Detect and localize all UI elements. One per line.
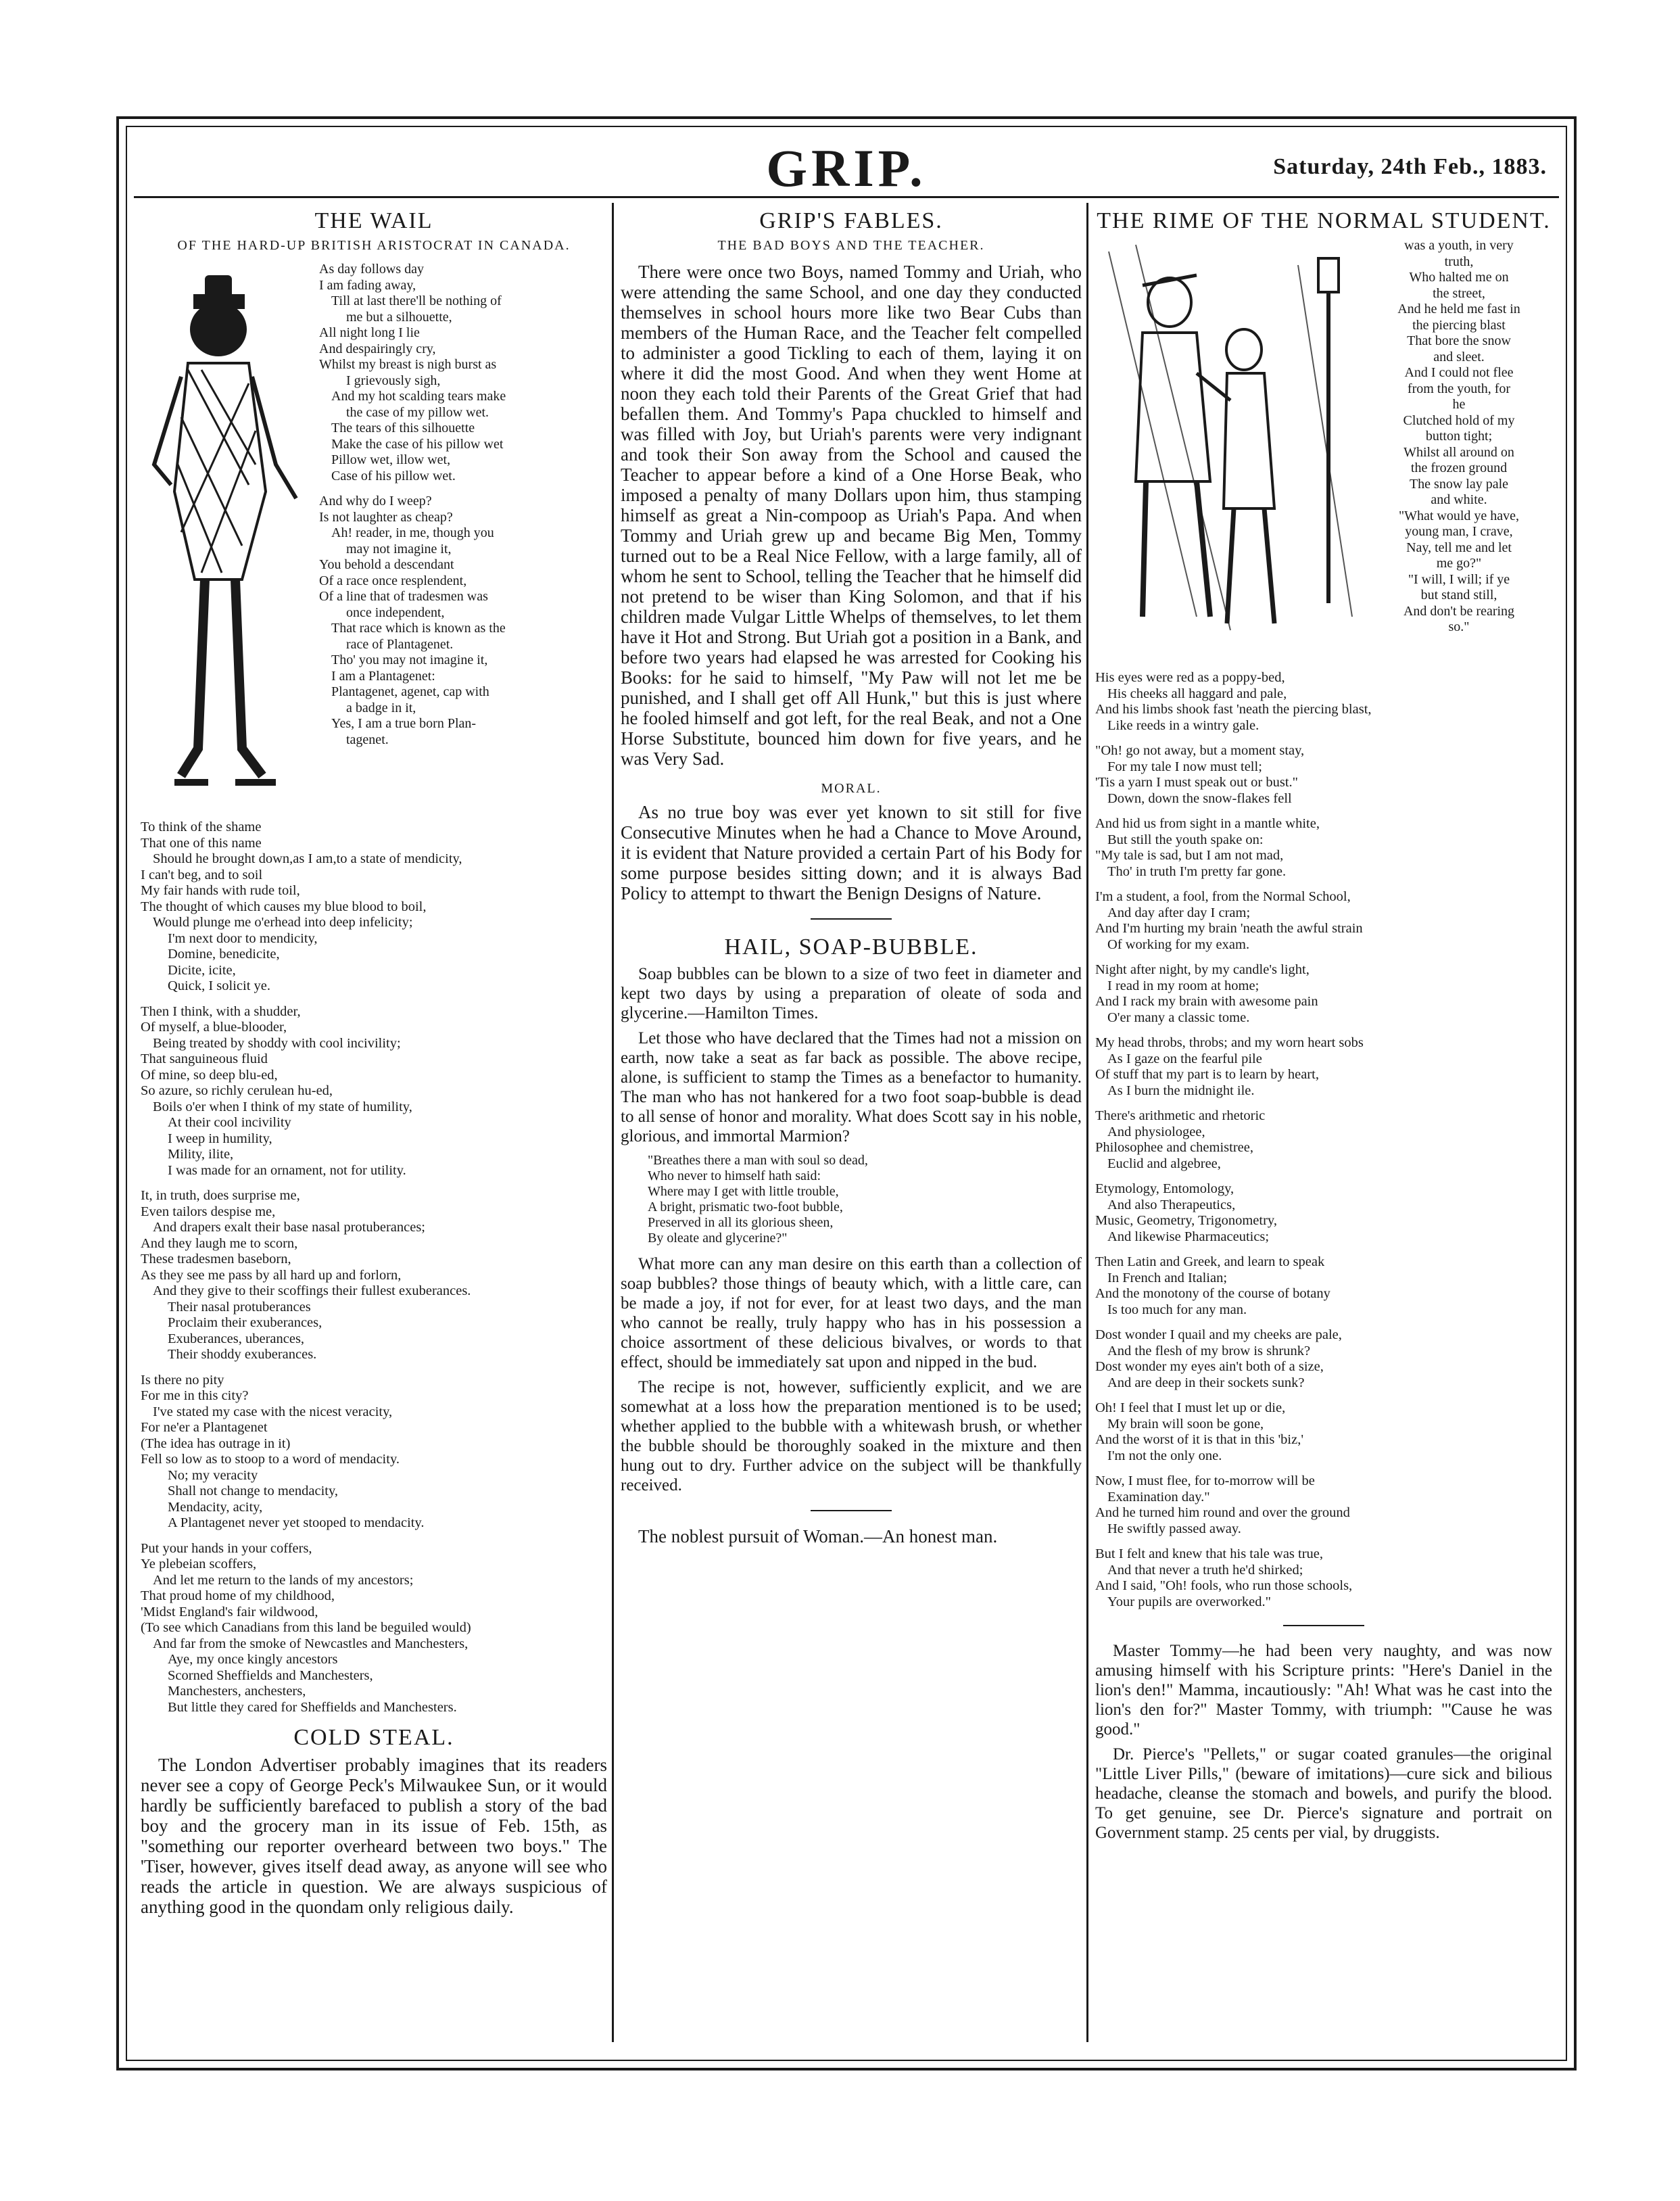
section-divider xyxy=(811,918,892,920)
verse-line: No; my veracity xyxy=(168,1467,258,1483)
quote-line: A bright, prismatic two-foot bubble, xyxy=(648,1200,843,1214)
wail-title: THE WAIL xyxy=(314,208,433,233)
verse-line: All night long I lie xyxy=(319,325,420,340)
verse-line: 'Tis a yarn I must speak out or bust." xyxy=(1095,775,1299,790)
verse-line: the frozen ground xyxy=(1410,460,1508,475)
column-2 xyxy=(621,203,1082,2029)
masthead-date: Saturday, 24th Feb., 1883. xyxy=(1273,154,1547,179)
quote-line: Who never to himself hath said: xyxy=(648,1168,821,1183)
verse-line: Exuberances, uberances, xyxy=(168,1331,305,1346)
verse-line: Should he brought down,as I am,to a state of mendicity, xyxy=(153,851,462,866)
verse-line: I've stated my case with the nicest veracity, xyxy=(153,1404,393,1419)
verse-line: I'm next door to mendicity, xyxy=(168,930,318,946)
verse-line: These tradesmen baseborn, xyxy=(141,1252,291,1267)
verse-line: To think of the shame xyxy=(141,820,262,834)
wail-figure-block xyxy=(141,262,607,820)
verse-line: Till at last there'll be nothing of xyxy=(331,293,502,308)
verse-line: In French and Italian; xyxy=(1107,1270,1228,1285)
verse-line: And physiologee, xyxy=(1107,1124,1205,1139)
verse-line: As they see me pass by all hard up and forlorn, xyxy=(141,1267,402,1283)
wail-stanza-3 xyxy=(141,820,607,995)
soap-title: HAIL, SOAP-BUBBLE. xyxy=(724,934,978,960)
verse-line: (To see which Canadians from this land be beguiled would) xyxy=(141,1620,471,1635)
verse-line: That bore the snow xyxy=(1407,333,1511,348)
wail-stanza-7 xyxy=(141,1541,607,1716)
verse-line: me but a silhouette, xyxy=(346,309,452,325)
verse-line: And that never a truth he'd shirked; xyxy=(1107,1562,1303,1578)
verse-line: And they laugh me to scorn, xyxy=(141,1235,298,1251)
verse-line: Nay, tell me and let xyxy=(1406,540,1512,555)
verse-line: I am a Plantagenet: xyxy=(331,668,435,684)
verse-line: Yes, I am a true born Plan- xyxy=(331,716,477,731)
verse-line: Make the case of his pillow wet xyxy=(331,436,504,452)
verse-line: Whilst all around on xyxy=(1403,444,1514,460)
rime-figure-block xyxy=(1095,238,1552,661)
verse-line: I read in my room at home; xyxy=(1107,978,1259,993)
verse-line: Scorned Sheffields and Manchesters, xyxy=(168,1667,373,1683)
verse-line: And despairingly cry, xyxy=(319,341,436,356)
verse-line: And far from the smoke of Newcastles and Manchesters, xyxy=(153,1636,469,1651)
verse-line: Domine, benedicite, xyxy=(168,947,280,962)
rime-title: THE RIME OF THE NORMAL STUDENT. xyxy=(1097,208,1551,233)
column-rule xyxy=(1086,203,1088,2042)
quote-line: By oleate and glycerine?" xyxy=(648,1231,788,1246)
verse-line: And day after day I cram; xyxy=(1107,905,1251,920)
verse-line: O'er many a classic tome. xyxy=(1107,1010,1250,1025)
verse-line: may not imagine it, xyxy=(346,541,452,557)
verse-line: he xyxy=(1452,397,1466,412)
verse-line: Of mine, so deep blu-ed, xyxy=(141,1067,278,1083)
verse-line: Their shoddy exuberances. xyxy=(168,1347,317,1362)
verse-line: Of stuff that my part is to learn by heart, xyxy=(1095,1067,1319,1082)
wail-stanza-5 xyxy=(141,1188,607,1363)
marmion-quote xyxy=(648,1153,1082,1246)
verse-line: young man, I crave, xyxy=(1405,524,1513,539)
verse-line: Euclid and algebree, xyxy=(1107,1156,1221,1171)
verse-line: Etymology, Entomology, xyxy=(1095,1181,1234,1196)
section-divider xyxy=(811,1510,892,1511)
verse-line: Dost wonder my eyes ain't both of a size, xyxy=(1095,1359,1324,1374)
tommy-anecdote: Master Tommy—he had been very naughty, and was now amusing himself with his Scripture prints: "Here's Daniel in the lion's den!" Mamma, incautiously: "Ah! What was he cast into the lion's den for?" Master Tommy, with triumph: "'Cause he was good." xyxy=(1095,1642,1552,1738)
verse-line: Is there no pity xyxy=(141,1372,224,1388)
verse-line: And I said, "Oh! fools, who run those schools, xyxy=(1095,1578,1353,1593)
verse-line: The tears of this silhouette xyxy=(331,421,475,435)
rime-stanza xyxy=(1095,962,1552,1026)
verse-line: I'm not the only one. xyxy=(1107,1448,1222,1463)
verse-line: And the monotony of the course of botany xyxy=(1095,1286,1330,1301)
verse-line: tagenet. xyxy=(346,732,389,747)
quote-line: Where may I get with little trouble, xyxy=(648,1184,839,1199)
verse-line: Even tailors despise me, xyxy=(141,1204,276,1219)
verse-line: Night after night, by my candle's light, xyxy=(1095,962,1310,977)
woman-quip: The noblest pursuit of Woman.—An honest man. xyxy=(638,1526,998,1546)
verse-line: Tho' you may not imagine it, xyxy=(331,653,488,667)
verse-line: And he held me fast in xyxy=(1397,302,1520,316)
verse-line: Of myself, a blue-blooder, xyxy=(141,1020,287,1035)
rime-stanza xyxy=(1095,670,1552,734)
verse-line: Ye plebeian scoffers, xyxy=(141,1557,257,1571)
verse-line: a badge in it, xyxy=(346,700,416,715)
verse-line: My brain will soon be gone, xyxy=(1107,1416,1264,1431)
verse-line: button tight; xyxy=(1425,429,1493,444)
rime-stanza xyxy=(1095,889,1552,953)
verse-line: Boils o'er when I think of my state of humility, xyxy=(153,1099,412,1114)
verse-line: But little they cared for Sheffields and Manchesters. xyxy=(168,1699,457,1715)
verse-line: Oh! I feel that I must let up or die, xyxy=(1095,1400,1286,1415)
aristocrat-silhouette-icon xyxy=(141,262,310,816)
rime-stanza xyxy=(1095,1108,1552,1172)
moral-label: MORAL. xyxy=(821,781,882,796)
rime-stanza xyxy=(1095,816,1552,880)
verse-line: You behold a descendant xyxy=(319,557,454,572)
verse-line: That one of this name xyxy=(141,835,262,851)
verse-line: Tho' in truth I'm pretty far gone. xyxy=(1107,863,1287,879)
masthead-title: GRIP. xyxy=(766,139,927,197)
fables-subtitle: THE BAD BOYS AND THE TEACHER. xyxy=(717,238,985,253)
verse-line: the piercing blast xyxy=(1412,317,1506,333)
rime-opening-stanzas xyxy=(1366,238,1552,661)
verse-line: And his limbs shook fast 'neath the piercing blast, xyxy=(1095,702,1372,717)
verse-line: I am fading away, xyxy=(319,277,416,293)
verse-line: Pillow wet, illow wet, xyxy=(331,452,451,467)
verse-line: was a youth, in very xyxy=(1404,238,1514,253)
verse-line: Like reeds in a wintry gale. xyxy=(1107,717,1259,733)
verse-line: And I rack my brain with awesome pain xyxy=(1095,994,1318,1009)
verse-line: It, in truth, does surprise me, xyxy=(141,1188,300,1203)
verse-line: Being treated by shoddy with cool incivility; xyxy=(153,1035,401,1051)
verse-line: And the flesh of my brow is shrunk? xyxy=(1107,1343,1311,1358)
column-rule xyxy=(612,203,614,2042)
normal-student-illustration xyxy=(1095,238,1366,661)
cold-steal-body: The London Advertiser probably imagines that its readers never see a copy of George Peck's Milwaukee Sun, or it would hardly be sufficiently barefaced to publish a story of the bad boy and the grocery man in its issue of Feb. 15th, as "something our reporter overheard between two boys." The 'Tiser, however, gives itself dead away, as anyone will see who reads the article in question. We are always suspicious of anything good in the quondam only religious daily. xyxy=(141,1755,607,1917)
cold-steal-title: COLD STEAL. xyxy=(293,1725,454,1750)
wail-stanza-2 xyxy=(319,494,607,748)
verse-line: And the worst of it is that in this 'biz,' xyxy=(1095,1432,1304,1447)
quote-line: "Breathes there a man with soul so dead, xyxy=(648,1153,868,1168)
column-1 xyxy=(141,203,607,2029)
verse-line: At their cool incivility xyxy=(168,1115,291,1130)
rime-stanza xyxy=(1095,743,1552,807)
verse-line: The snow lay pale xyxy=(1409,476,1509,492)
verse-line: For my tale I now must tell; xyxy=(1107,759,1262,774)
verse-line: And my hot scalding tears make xyxy=(331,389,506,404)
verse-line: "Oh! go not away, but a moment stay, xyxy=(1095,743,1305,758)
quote-line: Preserved in all its glorious sheen, xyxy=(648,1215,834,1230)
column-3 xyxy=(1095,203,1552,2029)
verse-line: Fell so low as to stoop to a word of mendacity. xyxy=(141,1452,400,1467)
soap-para-3: The recipe is not, however, sufficiently explicit, and we are somewhat at a loss how the preparation mentioned is to be used; whether applied to the bubble with a whitewash brush, or whether the bubble should be thoroughly soaked in the mixture and then hung out to dry. Further advice on the subject will be thankfully received. xyxy=(621,1378,1082,1494)
rime-stanza xyxy=(1095,1254,1552,1318)
verse-line: As day follows day xyxy=(319,262,424,277)
verse-line: As I gaze on the fearful pile xyxy=(1107,1051,1262,1066)
verse-line: once independent, xyxy=(346,605,445,620)
verse-line: the case of my pillow wet. xyxy=(346,404,489,420)
pierce-advertisement: Dr. Pierce's "Pellets," or sugar coated granules—the original "Little Liver Pills," (beware of imitations)—cure sick and bilious headache, cleanse the stomach and bowels, and purify the blood. To get genuine, see Dr. Pierce's signature and portrait on Government stamp. 25 cents per vial, by druggists. xyxy=(1095,1745,1552,1842)
verse-line: And also Therapeutics, xyxy=(1107,1197,1236,1212)
verse-line: Would plunge me o'erhead into deep infelicity; xyxy=(153,915,413,930)
verse-line: But still the youth spake on: xyxy=(1107,832,1264,847)
verse-line: A Plantagenet never yet stooped to mendacity. xyxy=(168,1515,425,1530)
verse-line: Of a line that of tradesmen was xyxy=(319,589,488,604)
verse-line: from the youth, for xyxy=(1407,381,1511,396)
section-divider xyxy=(1283,1625,1364,1626)
verse-line: I grievously sigh, xyxy=(346,373,441,388)
verse-line: I'm a student, a fool, from the Normal School, xyxy=(1095,889,1351,904)
verse-line: Who halted me on xyxy=(1409,270,1509,285)
soap-para-2: What more can any man desire on this earth than a collection of soap bubbles? those things of beauty which, with a little care, can be made a joy, if not for ever, for at least two days, and the man who cannot be really, truly happy who has in his possession a choice assortment of these delicious bivalves, or words to that effect, should be immediately sat upon and nipped in the bud. xyxy=(621,1255,1082,1371)
verse-line: Dost wonder I quail and my cheeks are pale, xyxy=(1095,1327,1342,1342)
verse-line: There's arithmetic and rhetoric xyxy=(1095,1108,1266,1123)
rime-stanza xyxy=(1095,1327,1552,1391)
verse-line: the street, xyxy=(1433,285,1485,301)
verse-line: Examination day." xyxy=(1107,1489,1210,1505)
verse-line: Mility, ilite, xyxy=(168,1147,234,1162)
verse-line: My fair hands with rude toil, xyxy=(141,883,300,898)
rime-stanza xyxy=(1095,1473,1552,1537)
verse-line: And they give to their scoffings their fullest exuberances. xyxy=(153,1283,471,1298)
verse-line: Clutched hold of my xyxy=(1403,412,1515,428)
verse-line: He swiftly passed away. xyxy=(1107,1521,1241,1536)
verse-line: Plantagenet, agenet, cap with xyxy=(331,684,489,699)
verse-line: My head throbs, throbs; and my worn heart sobs xyxy=(1095,1035,1364,1050)
verse-line: And why do I weep? xyxy=(319,494,432,508)
verse-line: (The idea has outrage in it) xyxy=(141,1436,291,1451)
verse-line: I was made for an ornament, not for utility. xyxy=(168,1162,406,1178)
verse-line: That race which is known as the xyxy=(331,621,506,636)
verse-line: That proud home of my childhood, xyxy=(141,1588,335,1603)
verse-line: Then I think, with a shudder, xyxy=(141,1003,301,1019)
verse-line: Their nasal protuberances xyxy=(168,1299,311,1315)
verse-line: Case of his pillow wet. xyxy=(331,468,456,483)
street-scene-icon xyxy=(1095,238,1366,657)
verse-line: His cheeks all haggard and pale, xyxy=(1107,686,1287,701)
verse-line: And I could not flee xyxy=(1404,365,1514,380)
verse-line: Manchesters, anchesters, xyxy=(168,1684,306,1699)
verse-line: Whilst my breast is nigh burst as xyxy=(319,357,497,372)
wail-stanza-1 xyxy=(319,262,607,484)
verse-line: Is not laughter as cheap? xyxy=(319,509,453,525)
verse-line: That sanguineous fluid xyxy=(141,1051,268,1066)
verse-line: As I burn the midnight ile. xyxy=(1107,1083,1255,1098)
verse-line: Your pupils are overworked." xyxy=(1107,1594,1271,1609)
verse-line: Then Latin and Greek, and learn to speak xyxy=(1095,1254,1325,1269)
verse-line: Music, Geometry, Trigonometry, xyxy=(1095,1213,1277,1228)
wail-stanza-6 xyxy=(141,1373,607,1532)
verse-line: 'Midst England's fair wildwood, xyxy=(141,1604,318,1619)
verse-line: And don't be rearing xyxy=(1403,603,1515,619)
verse-line: Of working for my exam. xyxy=(1107,937,1250,952)
moral-body: As no true boy was ever yet known to sit still for five Consecutive Minutes when he had a Chance to Move Around, it is evident that Nature provided a certain Part of his Body for some purpose besides sitting down; and it is always Bad Policy to attempt to thwart the Benign Designs of Nature. xyxy=(621,802,1082,903)
fables-title: GRIP'S FABLES. xyxy=(759,208,943,233)
verse-line: Shall not change to mendacity, xyxy=(168,1484,339,1498)
rime-stanza xyxy=(1095,1546,1552,1610)
verse-line: And I'm hurting my brain 'neath the awful strain xyxy=(1095,921,1363,936)
fables-body: There were once two Boys, named Tommy and Uriah, who were attending the same School, and one day they conducted themselves in school hours more like two Bear Cubs than members of the Human Race, and the Teacher felt compelled to administer a good Tickling to each of them, laying it on where it did the most Good. And when they went Home at noon they each told their Parents of the Great Grief that had befallen them. And Tommy's Papa chuckled to himself and was filled with Joy, but Uriah's parents were very indignant and took their Son away from the School and caused the Teacher to appear before a kind of a One Horse Beak, who imposed a penalty of many Dollars upon him, thus stamping himself as great a Nin-compoop as Uriah's Papa. And when Tommy and Uriah grew up and became Big Men, Tommy turned out to be a Real Nice Fellow, with a large family, all of whom he sent to School, telling the Teacher that he himself did not pretend to be wiser than King Solomon, and that if his children made Vulgar Little Whelps of themselves, to let them have it Hot and Strong. But Uriah got a position in a Bank, and before two years had elapsed he was arrested for Cooking his Books: for he said to himself, "My Paw will not let me be punished, and I shall get off All Hunk," but this is just where he fooled himself and got left, for the real Beak, and not a One Horse Substitute, bounced him down for five years, and he was Very Sad. xyxy=(621,262,1082,769)
rime-stanza xyxy=(1095,1400,1552,1464)
rime-stanza xyxy=(1095,1181,1552,1245)
soap-para-1: Let those who have declared that the Times had not a mission on earth, now take a seat as far back as possible. The above recipe, alone, is sufficient to stamp the Times as a benefactor to humanity. The man who has not hankered for a two foot soap-bubble is dead to all sense of honor and morality. What does Scott say in his noble, glorious, and immortal Marmion? xyxy=(621,1029,1082,1145)
verse-line: race of Plantagenet. xyxy=(346,636,454,652)
verse-line: Proclaim their exuberances, xyxy=(168,1315,322,1330)
verse-line: truth, xyxy=(1444,254,1474,269)
verse-line: Aye, my once kingly ancestors xyxy=(168,1652,338,1667)
verse-line: "What would ye have, xyxy=(1398,508,1520,523)
verse-line: Is too much for any man. xyxy=(1107,1302,1247,1317)
verse-line: but stand still, xyxy=(1420,588,1497,602)
verse-line: His eyes were red as a poppy-bed, xyxy=(1095,670,1285,685)
verse-line: and white. xyxy=(1431,492,1487,507)
verse-line: "My tale is sad, but I am not mad, xyxy=(1095,848,1284,863)
verse-line: But I felt and knew that his tale was true, xyxy=(1095,1546,1324,1561)
verse-line: and sleet. xyxy=(1433,349,1485,364)
verse-line: me go?" xyxy=(1436,556,1482,571)
verse-line: For ne'er a Plantagenet xyxy=(141,1420,268,1435)
verse-line: Philosophee and chemistree, xyxy=(1095,1140,1253,1155)
masthead xyxy=(134,134,1559,198)
verse-line: Dicite, icite, xyxy=(168,962,236,978)
rime-stanza xyxy=(1095,1035,1552,1099)
verse-line: Quick, I solicit ye. xyxy=(168,978,271,993)
verse-line: I weep in humility, xyxy=(168,1131,272,1146)
verse-line: Mendacity, acity, xyxy=(168,1499,263,1515)
verse-line: "I will, I will; if ye xyxy=(1408,571,1510,587)
verse-line: And he turned him round and over the ground xyxy=(1095,1505,1350,1520)
soap-lead: Soap bubbles can be blown to a size of two feet in diameter and kept two days by using a preparation of oleate of soda and glycerine.—Hamilton Times. xyxy=(621,965,1082,1022)
verse-line: And likewise Pharmaceutics; xyxy=(1107,1229,1270,1244)
verse-line: And drapers exalt their base nasal protuberances; xyxy=(153,1220,426,1235)
verse-line: And hid us from sight in a mantle white, xyxy=(1095,816,1320,831)
verse-line: Of a race once resplendent, xyxy=(319,573,467,588)
wail-subtitle: OF THE HARD-UP BRITISH ARISTOCRAT IN CANADA. xyxy=(177,238,571,253)
verse-line: I can't beg, and to soil xyxy=(141,867,263,882)
verse-line: Put your hands in your coffers, xyxy=(141,1540,312,1556)
verse-line: For me in this city? xyxy=(141,1388,249,1403)
verse-line: Now, I must flee, for to-morrow will be xyxy=(1095,1473,1315,1488)
aristocrat-illustration xyxy=(141,262,310,820)
verse-line: so." xyxy=(1448,619,1470,634)
verse-line: And let me return to the lands of my ancestors; xyxy=(153,1572,414,1588)
verse-line: Down, down the snow-flakes fell xyxy=(1107,790,1292,806)
verse-line: The thought of which causes my blue blood to boil, xyxy=(141,899,427,914)
verse-line: Ah! reader, in me, though you xyxy=(331,525,494,540)
wail-stanza-4 xyxy=(141,1004,607,1179)
verse-line: So azure, so richly cerulean hu-ed, xyxy=(141,1083,333,1098)
verse-line: And are deep in their sockets sunk? xyxy=(1107,1375,1305,1390)
